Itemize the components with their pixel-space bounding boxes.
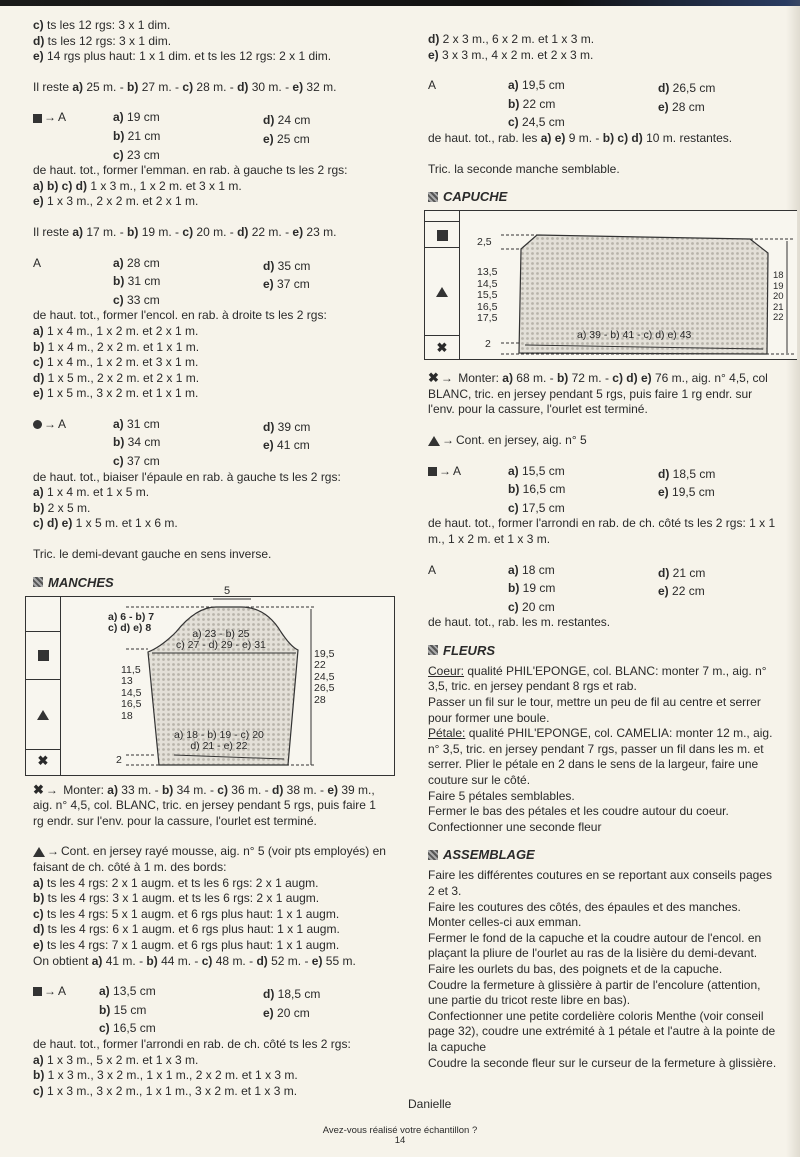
neckline-step: e) 1 x 5 m., 3 x 2 m. et 1 x 1 m.	[33, 386, 199, 401]
cross-icon: ✖	[37, 752, 49, 768]
square-icon	[428, 467, 437, 476]
side-heights-label: 11,5 13 14,5 16,5 18	[121, 663, 142, 722]
hem-label: 2	[116, 753, 122, 766]
sleeve-cap-measurements: → A a) 13,5 cm d) 18,5 cm b) 15 cm e) 20 cm c) 16,5 cm	[33, 984, 403, 1037]
sleeve-cast-on: ✖ → Monter: a) 33 m. - b) 34 m. - c) 36 m. - d) 38 m. - e) 39 m.,	[33, 781, 375, 797]
cap-height-label: a) 6 - b) 7 c) d) e) 8	[108, 610, 155, 634]
hood-diagram	[424, 210, 797, 360]
armhole-instruction: de haut. tot., former l'emman. en rab. à gauche ts les 2 rgs:	[33, 163, 348, 178]
page-number: 14	[394, 1135, 406, 1146]
petale-instruction: Pétale: qualité PHIL'EPONGE, col. CAMELIA: monter 12 m., aig.	[428, 726, 773, 741]
shoulder-measurements: → A a) 31 cm d) 39 cm b) 34 cm e) 41 cm c) 37 cm	[33, 417, 403, 470]
total-heights-label: 19,5 22 24,5 26,5 28	[314, 647, 335, 706]
right-column: d) 2 x 3 m., 6 x 2 m. et 1 x 3 m. e) 3 x 3 m., 4 x 2 m. et 2 x 3 m. A a) 19,5 cm d) 26,5 cm b) 22 cm e) 28 cm c) 24,5 cm de haut. tot., rab. les a) e) 9 m. - b) c) d) 10 m. restantes. Tric. la seconde manche semblable. CAPUCHE ✖ 2,5 13,5 14,5 15,5 16,5 17,5 18 19 20 21 22 a) 39 - b) 41 - c) d) e) 43 2 ✖ → Monter: a) 68 m. - b) 72 m. - c) d) e) 76 m., aig. n° 4,5, col BLANC, tric. en jersey pendant 5 rgs, puis faire 1 rg endr. sur l'env. pour la cassure, l'ourlet est terminé. → Cont. en jersey, aig. n° 5 → A a) 15,5 cm d) 18,5 cm b) 16,5 cm e) 19,5 cm c) 17,5 cm de haut. tot., former l'arrondi en rab. de ch. côté ts les 2 rgs: 1 x 1 m., 1 x 2 m. et 1 x 3 m. A a) 18 cm d) 21 cm b) 19 cm e) 22 cm c) 20 cm de haut. tot., rab. les m. restantes. FLEURS Coeur: qualité PHIL'EPONGE, col. BLANC: monter 7 m., aig. n° 3,5, tric. en jersey pendant 8 rgs et rab. Passer un fil sur le tour, mettre un peu de fil au centre et serrer pour former une boule. Pétale: qualité PHIL'EPONGE, col. CAMELIA: monter 12 m., aig. n° 3,5, tric. en jersey pendant 7 rgs, passer un fil dans les m. et serrer. Plier le pétale en 2 dans le sens de la largeur, faire une couture sur le côté. Faire 5 pétales semblables. Fermer le bas des pétales et les coudre autour du coeur. Confectionner une seconde fleur ASSEMBLAGE Faire les différentes coutures en se reportant aux conseils pages 2 et 3. Faire les coutures des côtés, des épaules et des manches. Monter celles-ci aux emman. Fermer le fond de la capuche et la coudre autour de l'encol. en plaçant la pliure de l'ourlet au ras de la lisière du demi-devant. Faire les ourlets du bas, des poignets et de la capuche. Coudre la fermeture à glissière à partir de l'encolure (attention, une partie du tricot reste libre en bas). Confectionner une petite cordelière coloris Menthe (voir conseil page 32), coudre une extrémité à 1 pétale et l'autre à la pointe de la capuche Coudre la seconde fleur sur le curseur de la fermeture à glissière.	[428, 32, 800, 1071]
cap-step: e) 3 x 3 m., 4 x 2 m. et 2 x 3 m.	[428, 47, 594, 62]
shoulder-instruction: de haut. tot., biaiser l'épaule en rab. à gauche ts les 2 rgs:	[33, 469, 341, 484]
increase-step: c) ts les 4 rgs: 5 x 1 augm. et 6 rgs plus haut: 1 x 1 augm.	[33, 906, 340, 921]
total-heights-label: 18 19 20 21 22	[773, 270, 784, 324]
increase-step: b) ts les 4 rgs: 3 x 1 augm. et ts les 6 rgs: 2 x 1 augm.	[33, 891, 320, 906]
cap-step: d) 2 x 3 m., 6 x 2 m. et 1 x 3 m.	[428, 32, 595, 46]
increase-step: d) ts les 4 rgs: 6 x 1 augm. et 6 rgs plus haut: 1 x 1 augm.	[33, 922, 340, 937]
triangle-icon	[428, 436, 440, 446]
neckline-step: d) 1 x 5 m., 2 x 2 m. et 2 x 1 m.	[33, 370, 200, 385]
remaining-stitches-2: Il reste a) 17 m. - b) 19 m. - c) 20 m. - d) 22 m. - e) 23 m.	[33, 224, 337, 239]
dec-line: e) 14 rgs plus haut: 1 x 1 dim. et ts les 12 rgs: 2 x 1 dim.	[33, 49, 332, 64]
remaining-stitches-1: Il reste a) 25 m. - b) 27 m. - c) 28 m. - d) 30 m. - e) 32 m.	[33, 79, 337, 94]
upper-width-label: a) 23 - b) 25 c) 27 - d) 29 - e) 31	[176, 627, 266, 651]
corner-label: 2,5	[477, 236, 492, 249]
hood-continue: → Cont. en jersey, aig. n° 5	[428, 433, 800, 449]
armhole-step: a) b) c) d) 1 x 3 m., 1 x 2 m. et 3 x 1 m.	[33, 178, 242, 193]
sleeve-continue: → Cont. en jersey rayé mousse, aig. n° 5 (voir pts employés) en	[33, 844, 403, 860]
section-title-assemblage: ASSEMBLAGE	[428, 847, 800, 862]
coeur-instruction: Coeur: qualité PHIL'EPONGE, col. BLANC: monter 7 m., aig. n°	[428, 663, 767, 678]
section-title-fleurs: FLEURS	[428, 643, 800, 658]
cap-step: b) 1 x 3 m., 3 x 2 m., 1 x 1 m., 2 x 2 m. et 1 x 3 m.	[33, 1068, 298, 1083]
hood-round-measurements: → A a) 15,5 cm d) 18,5 cm b) 16,5 cm e) 19,5 cm c) 17,5 cm	[428, 464, 800, 517]
width-label: a) 39 - b) 41 - c) d) e) 43	[577, 329, 692, 342]
hood-cast-on: ✖ → Monter: a) 68 m. - b) 72 m. - c) d) e) 76 m., aig. n° 4,5, col	[428, 370, 768, 386]
armhole-step: e) 1 x 3 m., 2 x 2 m. et 2 x 1 m.	[33, 194, 199, 209]
dot-icon	[33, 420, 42, 429]
side-heights-label: 13,5 14,5 15,5 16,5 17,5	[477, 266, 498, 325]
inverse-note: Tric. le demi-devant gauche en sens inverse.	[33, 547, 272, 562]
bottom-width-label: a) 18 - b) 19 - c) 20 d) 21 - e) 22	[174, 728, 264, 752]
increase-step: e) ts les 4 rgs: 7 x 1 augm. et 6 rgs plus haut: 1 x 1 augm.	[33, 937, 340, 952]
neckline-instruction: de haut. tot., former l'encol. en rab. à droite ts les 2 rgs:	[33, 308, 327, 323]
sleeve-end-instruction: de haut. tot., rab. les a) e) 9 m. - b) c) d) 10 m. restantes.	[428, 130, 733, 145]
shoulder-step: b) 2 x 5 m.	[33, 500, 91, 515]
cross-icon: ✖	[33, 781, 44, 797]
author-signature: Danielle	[408, 1097, 452, 1111]
sleeve-diagram	[25, 584, 395, 776]
neckline-step: c) 1 x 4 m., 1 x 2 m. et 3 x 1 m.	[33, 355, 199, 370]
page-top-edge	[0, 0, 800, 6]
sleeve-end-measurements: A a) 19,5 cm d) 26,5 cm b) 22 cm e) 28 cm c) 24,5 cm	[428, 78, 716, 130]
armhole-measurements: → A a) 19 cm d) 24 cm b) 21 cm e) 25 cm c) 23 cm	[33, 110, 403, 163]
footer-question: Avez-vous réalisé votre échantillon ?	[322, 1125, 478, 1136]
section-marker-icon	[428, 192, 438, 202]
cap-step: c) 1 x 3 m., 3 x 2 m., 1 x 1 m., 3 x 2 m. et 1 x 3 m.	[33, 1083, 298, 1098]
cap-step: a) 1 x 3 m., 5 x 2 m. et 1 x 3 m.	[33, 1052, 199, 1067]
dec-line: c) ts les 12 rgs: 3 x 1 dim.	[33, 18, 171, 32]
neckline-step: b) 1 x 4 m., 2 x 2 m. et 1 x 1 m.	[33, 339, 200, 354]
increase-step: a) ts les 4 rgs: 2 x 1 augm. et ts les 6 rgs: 2 x 1 augm.	[33, 875, 319, 890]
triangle-icon	[33, 847, 45, 857]
shoulder-step: c) d) e) 1 x 5 m. et 1 x 6 m.	[33, 516, 178, 531]
section-marker-icon	[33, 577, 43, 587]
shoulder-step: a) 1 x 4 m. et 1 x 5 m.	[33, 485, 150, 500]
neckline-step: a) 1 x 4 m., 1 x 2 m. et 2 x 1 m.	[33, 323, 199, 338]
hem-label: 2	[485, 338, 491, 351]
section-title-manches: MANCHES	[33, 575, 403, 590]
second-sleeve-note: Tric. la seconde manche semblable.	[428, 161, 620, 176]
section-marker-icon	[428, 850, 438, 860]
section-marker-icon	[428, 645, 438, 655]
left-column: c) ts les 12 rgs: 3 x 1 dim. d) ts les 12 rgs: 3 x 1 dim. e) 14 rgs plus haut: 1 x 1 dim. et ts les 12 rgs: 2 x 1 dim. Il reste a) 25 m. - b) 27 m. - c) 28 m. - d) 30 m. - e) 32 m. → A a) 19 cm d) 24 cm b) 21 cm e) 25 cm c) 23 cm de haut. tot., former l'emman. en rab. à gauche ts les 2 rgs: a) b) c) d) 1 x 3 m., 1 x 2 m. et 3 x 1 m. e) 1 x 3 m., 2 x 2 m. et 2 x 1 m. Il reste a) 17 m. - b) 19 m. - c) 20 m. - d) 22 m. - e) 23 m. A a) 28 cm d) 35 cm b) 31 cm e) 37 cm c) 33 cm de haut. tot., former l'encol. en rab. à droite ts les 2 rgs: a) 1 x 4 m., 1 x 2 m. et 2 x 1 m. b) 1 x 4 m., 2 x 2 m. et 1 x 1 m. c) 1 x 4 m., 1 x 2 m. et 3 x 1 m. d) 1 x 5 m., 2 x 2 m. et 2 x 1 m. e) 1 x 5 m., 3 x 2 m. et 1 x 1 m. → A a) 31 cm d) 39 cm b) 34 cm e) 41 cm c) 37 cm de haut. tot., biaiser l'épaule en rab. à gauche ts les 2 rgs: a) 1 x 4 m. et 1 x 5 m. b) 2 x 5 m. c) d) e) 1 x 5 m. et 1 x 6 m. Tric. le demi-devant gauche en sens inverse. MANCHES ✖ 5 a) 6 - b) 7 c) d) e) 8 a) 23 - b) 25 c) 27 - d) 29 - e) 31 11,5 13 14,5 16,5 18 19,5 22 24,5 26,5 28 a) 18 - b) 19 - c) 20 d) 21 - e) 22 2 ✖ → Monter: a) 33 m. - b) 34 m. - c) 36 m. - d) 38 m. - e) 39 m., aig. n° 4,5, col. BLANC, tric. en jersey pendant 5 rgs, puis faire 1 rg endr. sur l'env. pour la cassure, l'ourlet est terminé. → Cont. en jersey rayé mousse, aig. n° 5 (voir pts employés) en faisant de ch. côté à 1 m. des bords: a) ts les 4 rgs: 2 x 1 augm. et ts les 6 rgs: 2 x 1 augm. b) ts les 4 rgs: 3 x 1 augm. et ts les 6 rgs: 2 x 1 augm. c) ts les 4 rgs: 5 x 1 augm. et 6 rgs plus haut: 1 x 1 augm. d) ts les 4 rgs: 6 x 1 augm. et 6 rgs plus haut: 1 x 1 augm. e) ts les 4 rgs: 7 x 1 augm. et 6 rgs plus haut: 1 x 1 augm. On obtient a) 41 m. - b) 44 m. - c) 48 m. - d) 52 m. - e) 55 m. → A a) 13,5 cm d) 18,5 cm b) 15 cm e) 20 cm c) 16,5 cm de haut. tot., former l'arrondi en rab. de ch. côté ts les 2 rgs: a) 1 x 3 m., 5 x 2 m. et 1 x 3 m. b) 1 x 3 m., 3 x 2 m., 1 x 1 m., 2 x 2 m. et 1 x 3 m. c) 1 x 3 m., 3 x 2 m., 1 x 1 m., 3 x 2 m. et 1 x 3 m.	[33, 18, 403, 1099]
square-icon	[33, 114, 42, 123]
square-icon	[33, 987, 42, 996]
section-title-capuche: CAPUCHE	[428, 189, 800, 204]
top-width-label: 5	[224, 584, 231, 597]
dec-line: d) ts les 12 rgs: 3 x 1 dim.	[33, 33, 172, 48]
cross-icon: ✖	[436, 340, 448, 356]
cross-icon: ✖	[428, 370, 439, 386]
result-stitches: On obtient a) 41 m. - b) 44 m. - c) 48 m. - d) 52 m. - e) 55 m.	[33, 953, 356, 968]
armhole-lead: → A	[33, 110, 113, 129]
neckline-measurements: A a) 28 cm d) 35 cm b) 31 cm e) 37 cm c) 33 cm	[33, 255, 311, 307]
hood-end-measurements: A a) 18 cm d) 21 cm b) 19 cm e) 22 cm c) 20 cm	[428, 562, 706, 614]
